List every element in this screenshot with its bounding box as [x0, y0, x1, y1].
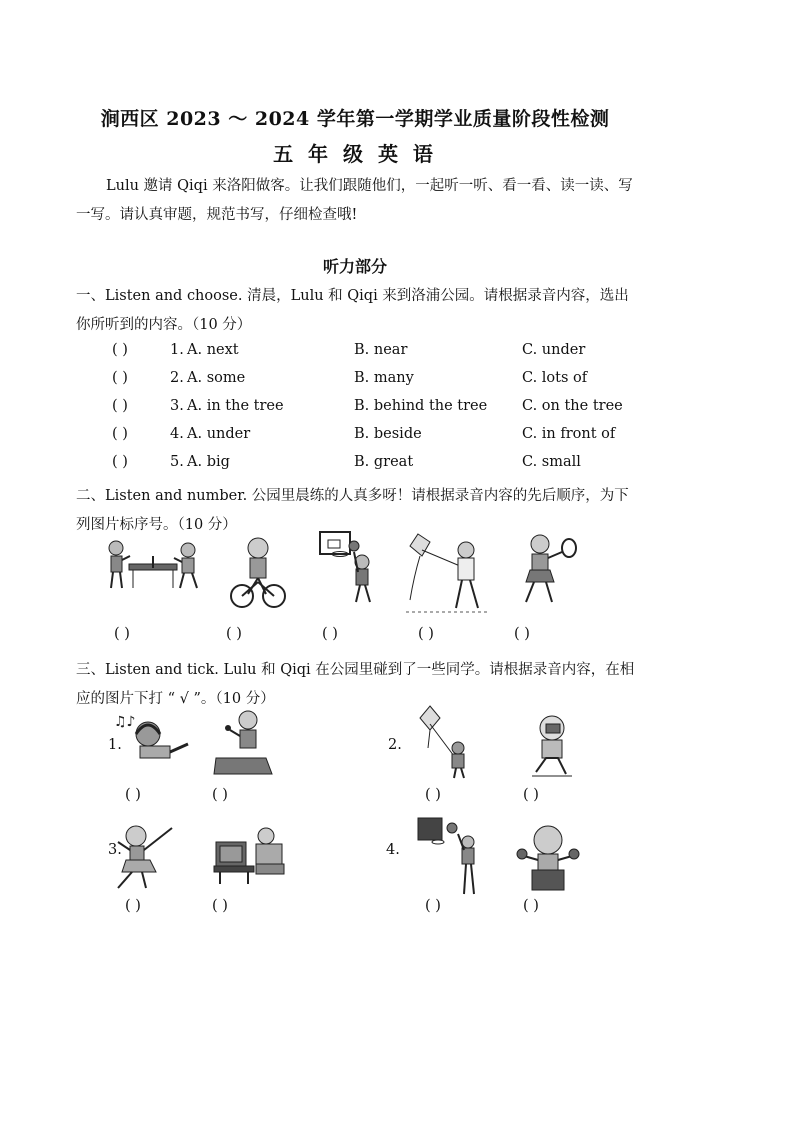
item-number: 1. [108, 737, 122, 753]
answer-paren: ( ) [114, 626, 130, 642]
answer-paren: ( ) [523, 787, 539, 803]
badminton-picture [512, 530, 582, 606]
answer-paren: ( ) [212, 787, 228, 803]
answer-paren: ( ) [112, 398, 128, 414]
music-picture [112, 708, 192, 774]
option-a: A. big [187, 454, 230, 470]
answer-paren: ( ) [112, 426, 128, 442]
question-row [0, 454, 794, 482]
answer-paren: ( ) [112, 370, 128, 386]
option-a: A. some [187, 370, 246, 386]
item-number: 2. [388, 737, 402, 753]
answer-paren: ( ) [425, 787, 441, 803]
section2-instruction: 二、Listen and number. 公园里晨练的人真多呀！请根据录音内容的先后顺序，为下列图片标序号。（10 分） [76, 488, 629, 533]
answer-paren: ( ) [425, 898, 441, 914]
tv-picture [212, 824, 288, 886]
question-row [0, 426, 794, 454]
singing-picture [212, 706, 276, 776]
answer-paren: ( ) [125, 787, 141, 803]
answer-paren: ( ) [212, 898, 228, 914]
option-c: C. in front of [522, 426, 616, 442]
option-b: B. great [354, 454, 414, 470]
option-a: A. next [187, 342, 239, 358]
option-b: B. many [354, 370, 414, 386]
question-number: 4. [170, 426, 184, 442]
item-number: 3. [108, 842, 122, 858]
answer-paren: ( ) [523, 898, 539, 914]
option-b: B. behind the tree [354, 398, 488, 414]
answer-paren: ( ) [112, 342, 128, 358]
option-c: C. under [522, 342, 586, 358]
option-b: B. beside [354, 426, 422, 442]
answer-paren: ( ) [125, 898, 141, 914]
answer-paren: ( ) [322, 626, 338, 642]
subject-title: 五 年 级 英 语 [273, 142, 437, 166]
part-title: 听力部分 [322, 257, 387, 276]
photo-picture [522, 712, 582, 780]
basketball-picture [316, 530, 382, 608]
basketball-picture [416, 816, 480, 898]
dancing-picture [110, 820, 180, 892]
answer-paren: ( ) [514, 626, 530, 642]
section1-instruction: 一、Listen and choose. 清晨，Lulu 和 Qiqi 来到洛浦公园。请根据录音内容，选出你所听到的内容。（10 分） [76, 288, 629, 333]
option-a: A. under [187, 426, 251, 442]
section3-instruction: 三、Listen and tick. Lulu 和 Qiqi 在公园里碰到了一些同学。请根据录音内容，在相应的图片下打 “ √ ”。（10 分） [76, 662, 635, 707]
ping-pong-picture [104, 538, 204, 592]
svg-text:♫♪: ♫♪ [114, 714, 136, 730]
option-c: C. lots of [522, 370, 588, 386]
bike-picture [228, 536, 288, 610]
question-number: 3. [170, 398, 184, 414]
exam-title: 涧西区 2023 ～ 2024 学年第一学期学业质量阶段性检测 [100, 108, 610, 130]
option-c: C. on the tree [522, 398, 623, 414]
ping-pong-picture [514, 824, 582, 894]
kite-picture [414, 704, 474, 780]
question-row [0, 342, 794, 370]
option-b: B. near [354, 342, 408, 358]
intro-paragraph: Lulu 邀请 Qiqi 来洛阳做客。让我们跟随他们，一起听一听、看一看、读一读、写一写。请认真审题，规范书写，仔细检查哦! [76, 178, 633, 223]
kite-picture [404, 530, 490, 616]
question-number: 5. [170, 454, 184, 470]
answer-paren: ( ) [226, 626, 242, 642]
question-number: 1. [170, 342, 184, 358]
answer-paren: ( ) [112, 454, 128, 470]
item-number: 4. [386, 842, 400, 858]
option-a: A. in the tree [187, 398, 284, 414]
answer-paren: ( ) [418, 626, 434, 642]
question-row [0, 398, 794, 426]
option-c: C. small [522, 454, 581, 470]
question-number: 2. [170, 370, 184, 386]
question-row [0, 370, 794, 398]
